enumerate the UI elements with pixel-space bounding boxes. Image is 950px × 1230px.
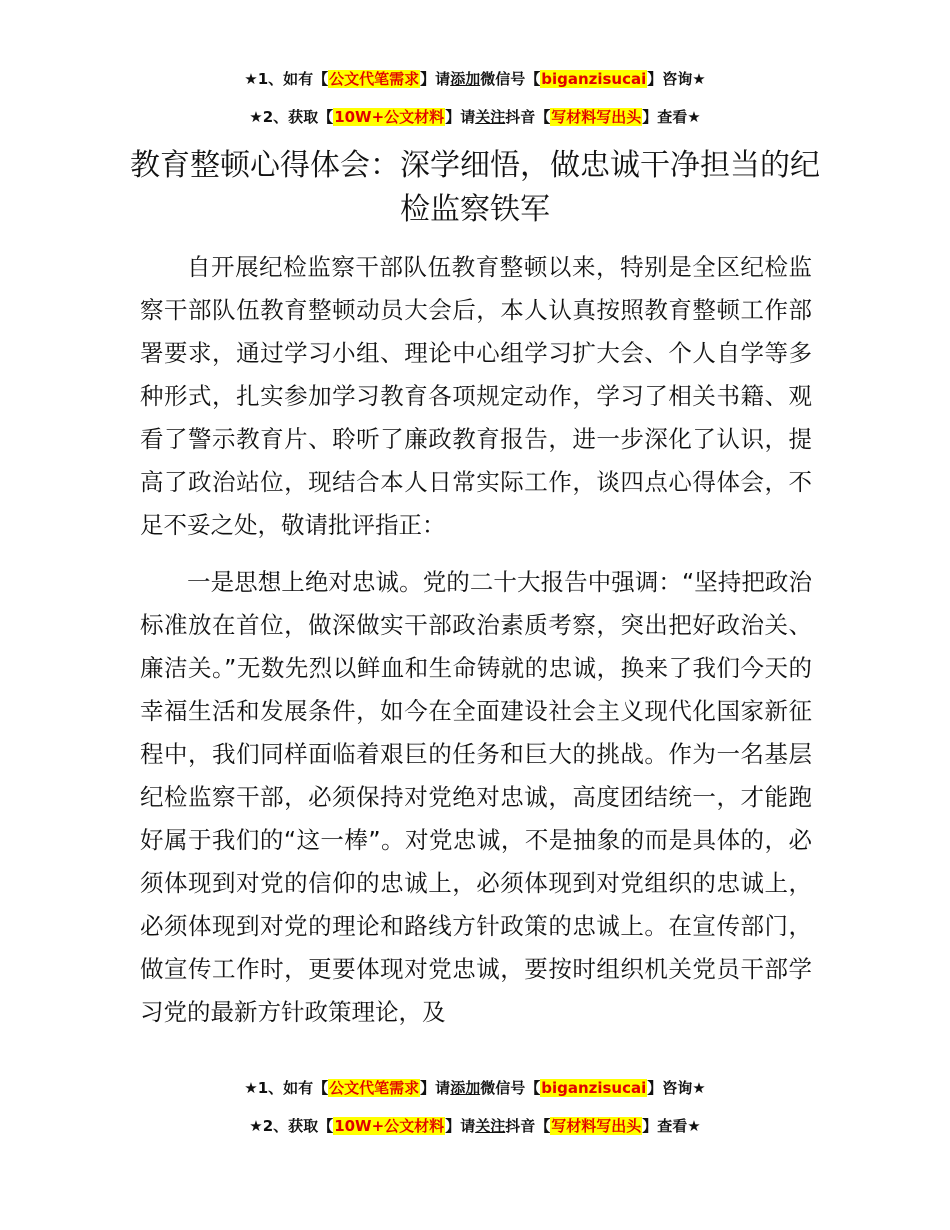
notice-text: 】请 <box>420 1079 451 1097</box>
notice-text: ★1、如有【 <box>244 1079 329 1097</box>
underlined-action: 添加 <box>450 1079 481 1097</box>
highlight-materials: 10W+公文材料 <box>334 108 445 126</box>
header-notice-line-2 <box>0 106 950 128</box>
body-paragraph: 自开展纪检监察干部队伍教育整顿以来，特别是全区纪检监察干部队伍教育整顿动员大会后，本人认真按照教育整顿工作部署要求，通过学习小组、理论中心组学习扩大会、个人自学等多种形式，扎实参加学习教育各项规定动作，学习了相关书籍、观看了警示教育片、聆听了廉政教育报告，进一步深化了认识，提高了政治站位，现结合本人日常实际工作，谈四点心得体会，不足不妥之处，敬请批评指正： <box>140 253 812 539</box>
notice-text: 】请 <box>420 70 451 88</box>
notice-text: 微信号【 <box>480 70 541 88</box>
notice-text: 抖音【 <box>505 1117 551 1135</box>
notice-text: ★1、如有【 <box>244 70 329 88</box>
highlight-wechat-id: biganzisucai <box>541 1079 647 1097</box>
highlight-service: 公文代笔需求 <box>329 1079 420 1097</box>
document-body <box>140 246 812 1034</box>
highlight-douyin-account: 写材料写出头 <box>551 1117 642 1135</box>
underlined-action: 关注 <box>475 1117 506 1135</box>
notice-text: 抖音【 <box>505 108 551 126</box>
notice-text: 】查看★ <box>642 108 701 126</box>
underlined-action: 添加 <box>450 70 481 88</box>
notice-text: ★2、获取【 <box>249 108 334 126</box>
notice-text: 】查看★ <box>642 1117 701 1135</box>
underlined-action: 关注 <box>475 108 506 126</box>
notice-text: 】请 <box>445 1117 476 1135</box>
notice-text: 】咨询★ <box>647 1079 706 1097</box>
notice-text: ★2、获取【 <box>249 1117 334 1135</box>
footer-notice-line-2 <box>0 1115 950 1137</box>
header-notice-line-1 <box>0 68 950 90</box>
highlight-materials: 10W+公文材料 <box>334 1117 445 1135</box>
notice-text: 】咨询★ <box>647 70 706 88</box>
footer-notice-line-1 <box>0 1077 950 1099</box>
highlight-douyin-account: 写材料写出头 <box>551 108 642 126</box>
highlight-service: 公文代笔需求 <box>329 70 420 88</box>
document-title: 教育整顿心得体会：深学细悟，做忠诚干净担当的纪检监察铁军 <box>130 148 820 227</box>
highlight-wechat-id: biganzisucai <box>541 70 647 88</box>
body-paragraph: 一是思想上绝对忠诚。党的二十大报告中强调：“坚持把政治标准放在首位，做深做实干部政治素质考察，突出把好政治关、廉洁关。”无数先烈以鲜血和生命铸就的忠诚，换来了我们今天的幸福生活和发展条件，如今在全面建设社会主义现代化国家新征程中，我们同样面临着艰巨的任务和巨大的挑战。作为一名基层纪检监察干部，必须保持对党绝对忠诚，高度团结统一，才能跑好属于我们的“这一棒”。对党忠诚，不是抽象的而是具体的，必须体现到对党的信仰的忠诚上，必须体现到对党组织的忠诚上，必须体现到对党的理论和路线方针政策的忠诚上。在宣传部门，做宣传工作时，更要体现对党忠诚，要按时组织机关党员干部学习党的最新方针政策理论，及 <box>140 568 812 1026</box>
notice-text: 微信号【 <box>480 1079 541 1097</box>
notice-text: 】请 <box>445 108 476 126</box>
